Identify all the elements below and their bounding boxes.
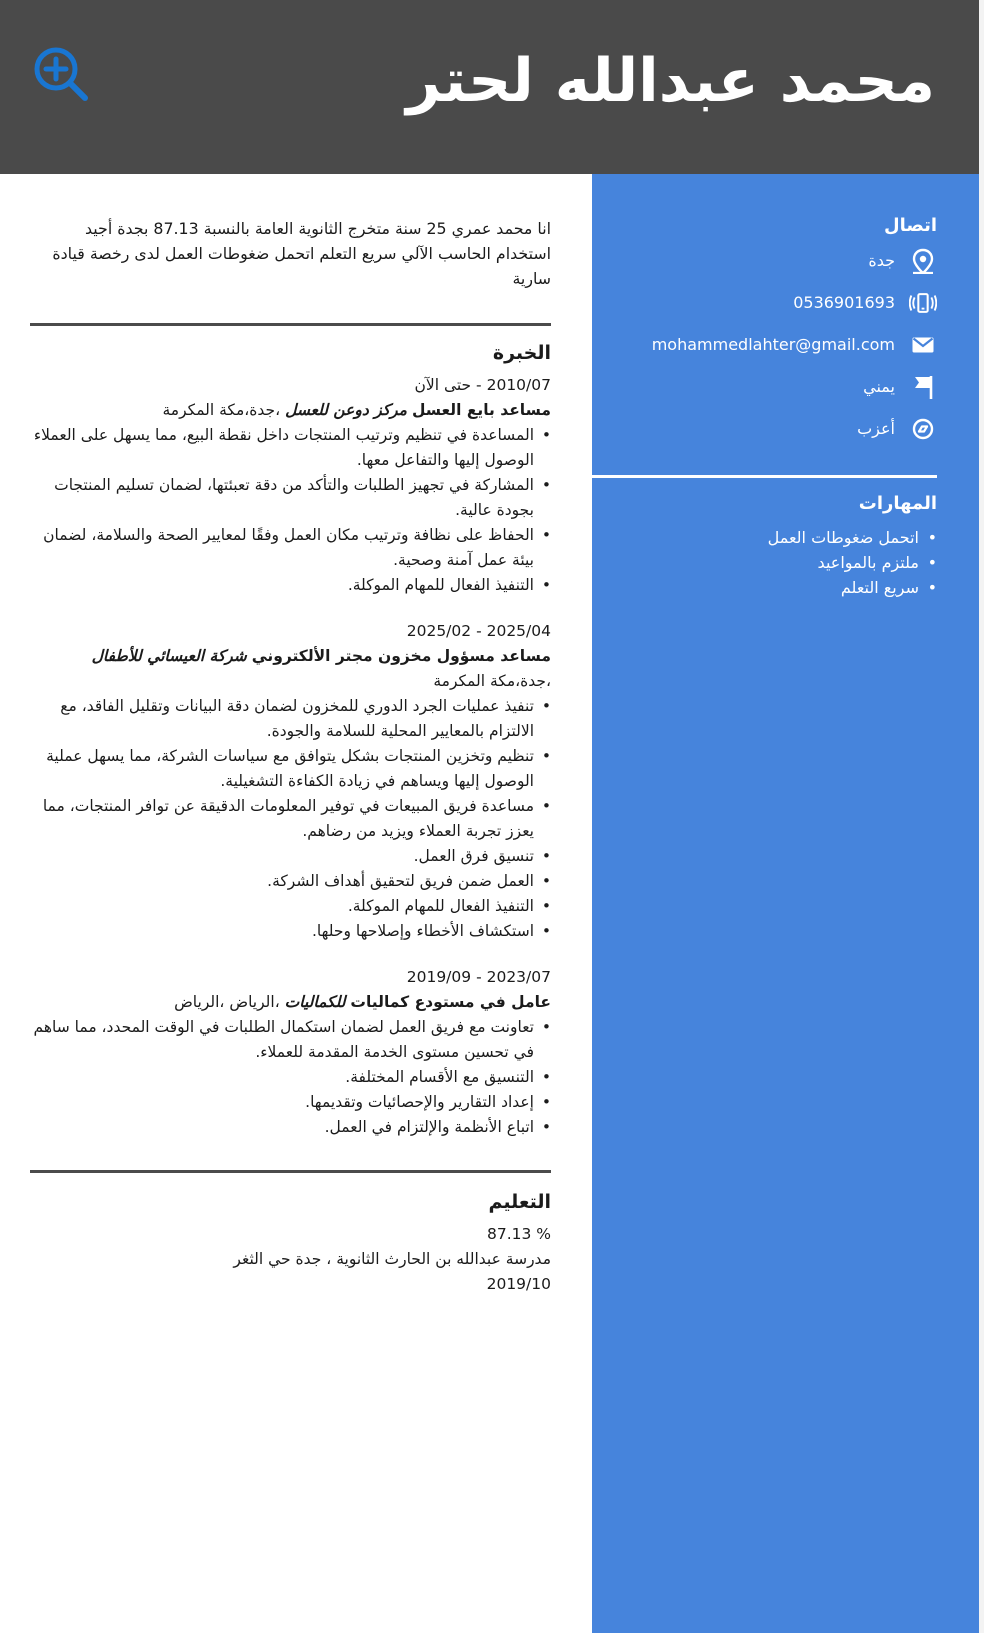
contact-title: اتصال <box>883 215 937 236</box>
job-duty: • المساعدة في تنظيم وترتيب المنتجات داخل نقطة البيع، مما يسهل على العملاء الوصول إليها والتفاعل معها. <box>30 423 551 473</box>
contact-phone <box>793 289 937 317</box>
job-duty: • الحفاظ على نظافة وترتيب مكان العمل وفقًا لمعايير الصحة والسلامة، لضمان بيئة عمل آمنة وصحية. <box>30 523 551 573</box>
company-name: مركز دوعن للعسل <box>285 401 407 419</box>
job-duty: • التنفيذ الفعال للمهام الموكلة. <box>30 573 551 598</box>
email-icon <box>909 331 937 359</box>
job-heading <box>30 990 551 1015</box>
company-name: للكماليات <box>284 993 346 1011</box>
job-duty: • اتباع الأنظمة والإلتزام في العمل. <box>30 1115 551 1140</box>
sidebar-divider <box>592 475 937 478</box>
experience-item <box>30 619 551 944</box>
education-title: التعليم <box>488 1191 551 1213</box>
education-date: 2019/10 <box>486 1275 551 1293</box>
resume-header <box>0 0 979 174</box>
job-duty: • التنفيذ الفعال للمهام الموكلة. <box>30 894 551 919</box>
education-school: مدرسة عبدالله بن الحارث الثانوية ، جدة حي الثغر <box>233 1250 551 1268</box>
contact-marital-status <box>857 415 937 443</box>
contact-nationality <box>863 373 937 401</box>
job-title: مساعد مسؤول مخزون مجتر الألكتروني <box>251 647 551 665</box>
profile-summary: انا محمد عمري 25 سنة متخرج الثانوية العامة بالنسبة 87.13 بجدة أجيد استخدام الحاسب الآلي سريع التعلم اتحمل ضغوطات العمل لدى رخصة قيادة سارية <box>52 219 551 288</box>
company-name: شركة العيسائي للأطفال <box>91 647 247 665</box>
experience-divider <box>30 1170 551 1173</box>
job-duty: • إعداد التقارير والإحصائيات وتقديمها. <box>30 1090 551 1115</box>
education-grade: % 87.13 <box>486 1225 551 1243</box>
job-duties <box>30 1015 551 1140</box>
summary-divider <box>30 323 551 326</box>
job-heading <box>30 644 551 694</box>
job-duty: • استكشاف الأخطاء وإصلاحها وحلها. <box>30 919 551 944</box>
contact-phone-text: 0536901693 <box>793 293 895 312</box>
location-pin-icon <box>909 247 937 275</box>
job-date: 2023/07 - 2019/09 <box>406 968 551 986</box>
job-date: 2025/04 - 2025/02 <box>406 622 551 640</box>
job-duty: • تنظيم وتخزين المنتجات بشكل يتوافق مع سياسات الشركة، مما يسهل عملية الوصول إليها ويساهم في زيادة الكفاءة التشغيلية. <box>30 744 551 794</box>
education-item <box>30 1222 551 1297</box>
job-duties <box>30 694 551 944</box>
zoom-in-button[interactable] <box>30 44 90 104</box>
skill-item: • ملتزم بالمواعيد <box>768 550 937 575</box>
job-duty: • تنسيق فرق العمل. <box>30 844 551 869</box>
contact-nationality-text: يمني <box>863 377 895 396</box>
job-duty: • مساعدة فريق المبيعات في توفير المعلومات الدقيقة عن توافر المنتجات، مما يعزز تجربة العملاء ويزيد من رضاهم. <box>30 794 551 844</box>
job-duty: • تنفيذ عمليات الجرد الدوري للمخزون لضمان دقة البيانات وتقليل الفاقد، مع الالتزام بالمعايير المحلية للسلامة والجودة. <box>30 694 551 744</box>
experience-item <box>30 965 551 1140</box>
job-duty: • العمل ضمن فريق لتحقيق أهداف الشركة. <box>30 869 551 894</box>
mobile-phone-icon <box>909 289 937 317</box>
person-name: محمد عبدالله لحتر <box>406 46 935 116</box>
job-location: ،جدة،مكة المكرمة <box>433 672 551 690</box>
job-location: ،جدة،مكة المكرمة <box>162 401 281 419</box>
contact-email[interactable] <box>652 331 937 359</box>
job-date: 2010/07 - حتى الآن <box>414 376 551 394</box>
skills-title: المهارات <box>858 493 937 514</box>
zoom-in-icon <box>30 44 90 104</box>
job-duties <box>30 423 551 598</box>
resume-sidebar <box>592 174 979 1633</box>
skill-item: • سريع التعلم <box>768 575 937 600</box>
contact-marital-status-text: أعزب <box>857 419 895 438</box>
job-location: ،الرياض ،الرياض <box>174 993 280 1011</box>
experience-item <box>30 373 551 598</box>
experience-title: الخبرة <box>492 342 551 364</box>
flag-icon <box>909 373 937 401</box>
contact-email-text[interactable]: mohammedlahter@gmail.com <box>651 335 895 354</box>
skill-item: • اتحمل ضغوطات العمل <box>768 525 937 550</box>
skills-list <box>768 525 937 600</box>
job-title: عامل في مستودع كماليات <box>350 993 551 1011</box>
job-heading <box>30 398 551 423</box>
job-duty: • المشاركة في تجهيز الطلبات والتأكد من دقة تعبئتها، لضمان تسليم المنتجات بجودة عالية. <box>30 473 551 523</box>
job-title: مساعد بايع العسل <box>411 401 551 419</box>
relationship-icon <box>909 415 937 443</box>
contact-location-text: جدة <box>868 251 895 270</box>
contact-location <box>868 247 937 275</box>
job-duty: • التنسيق مع الأقسام المختلفة. <box>30 1065 551 1090</box>
job-duty: • تعاونت مع فريق العمل لضمان استكمال الطلبات في الوقت المحدد، مما ساهم في تحسين مستوى الخدمة المقدمة للعملاء. <box>30 1015 551 1065</box>
